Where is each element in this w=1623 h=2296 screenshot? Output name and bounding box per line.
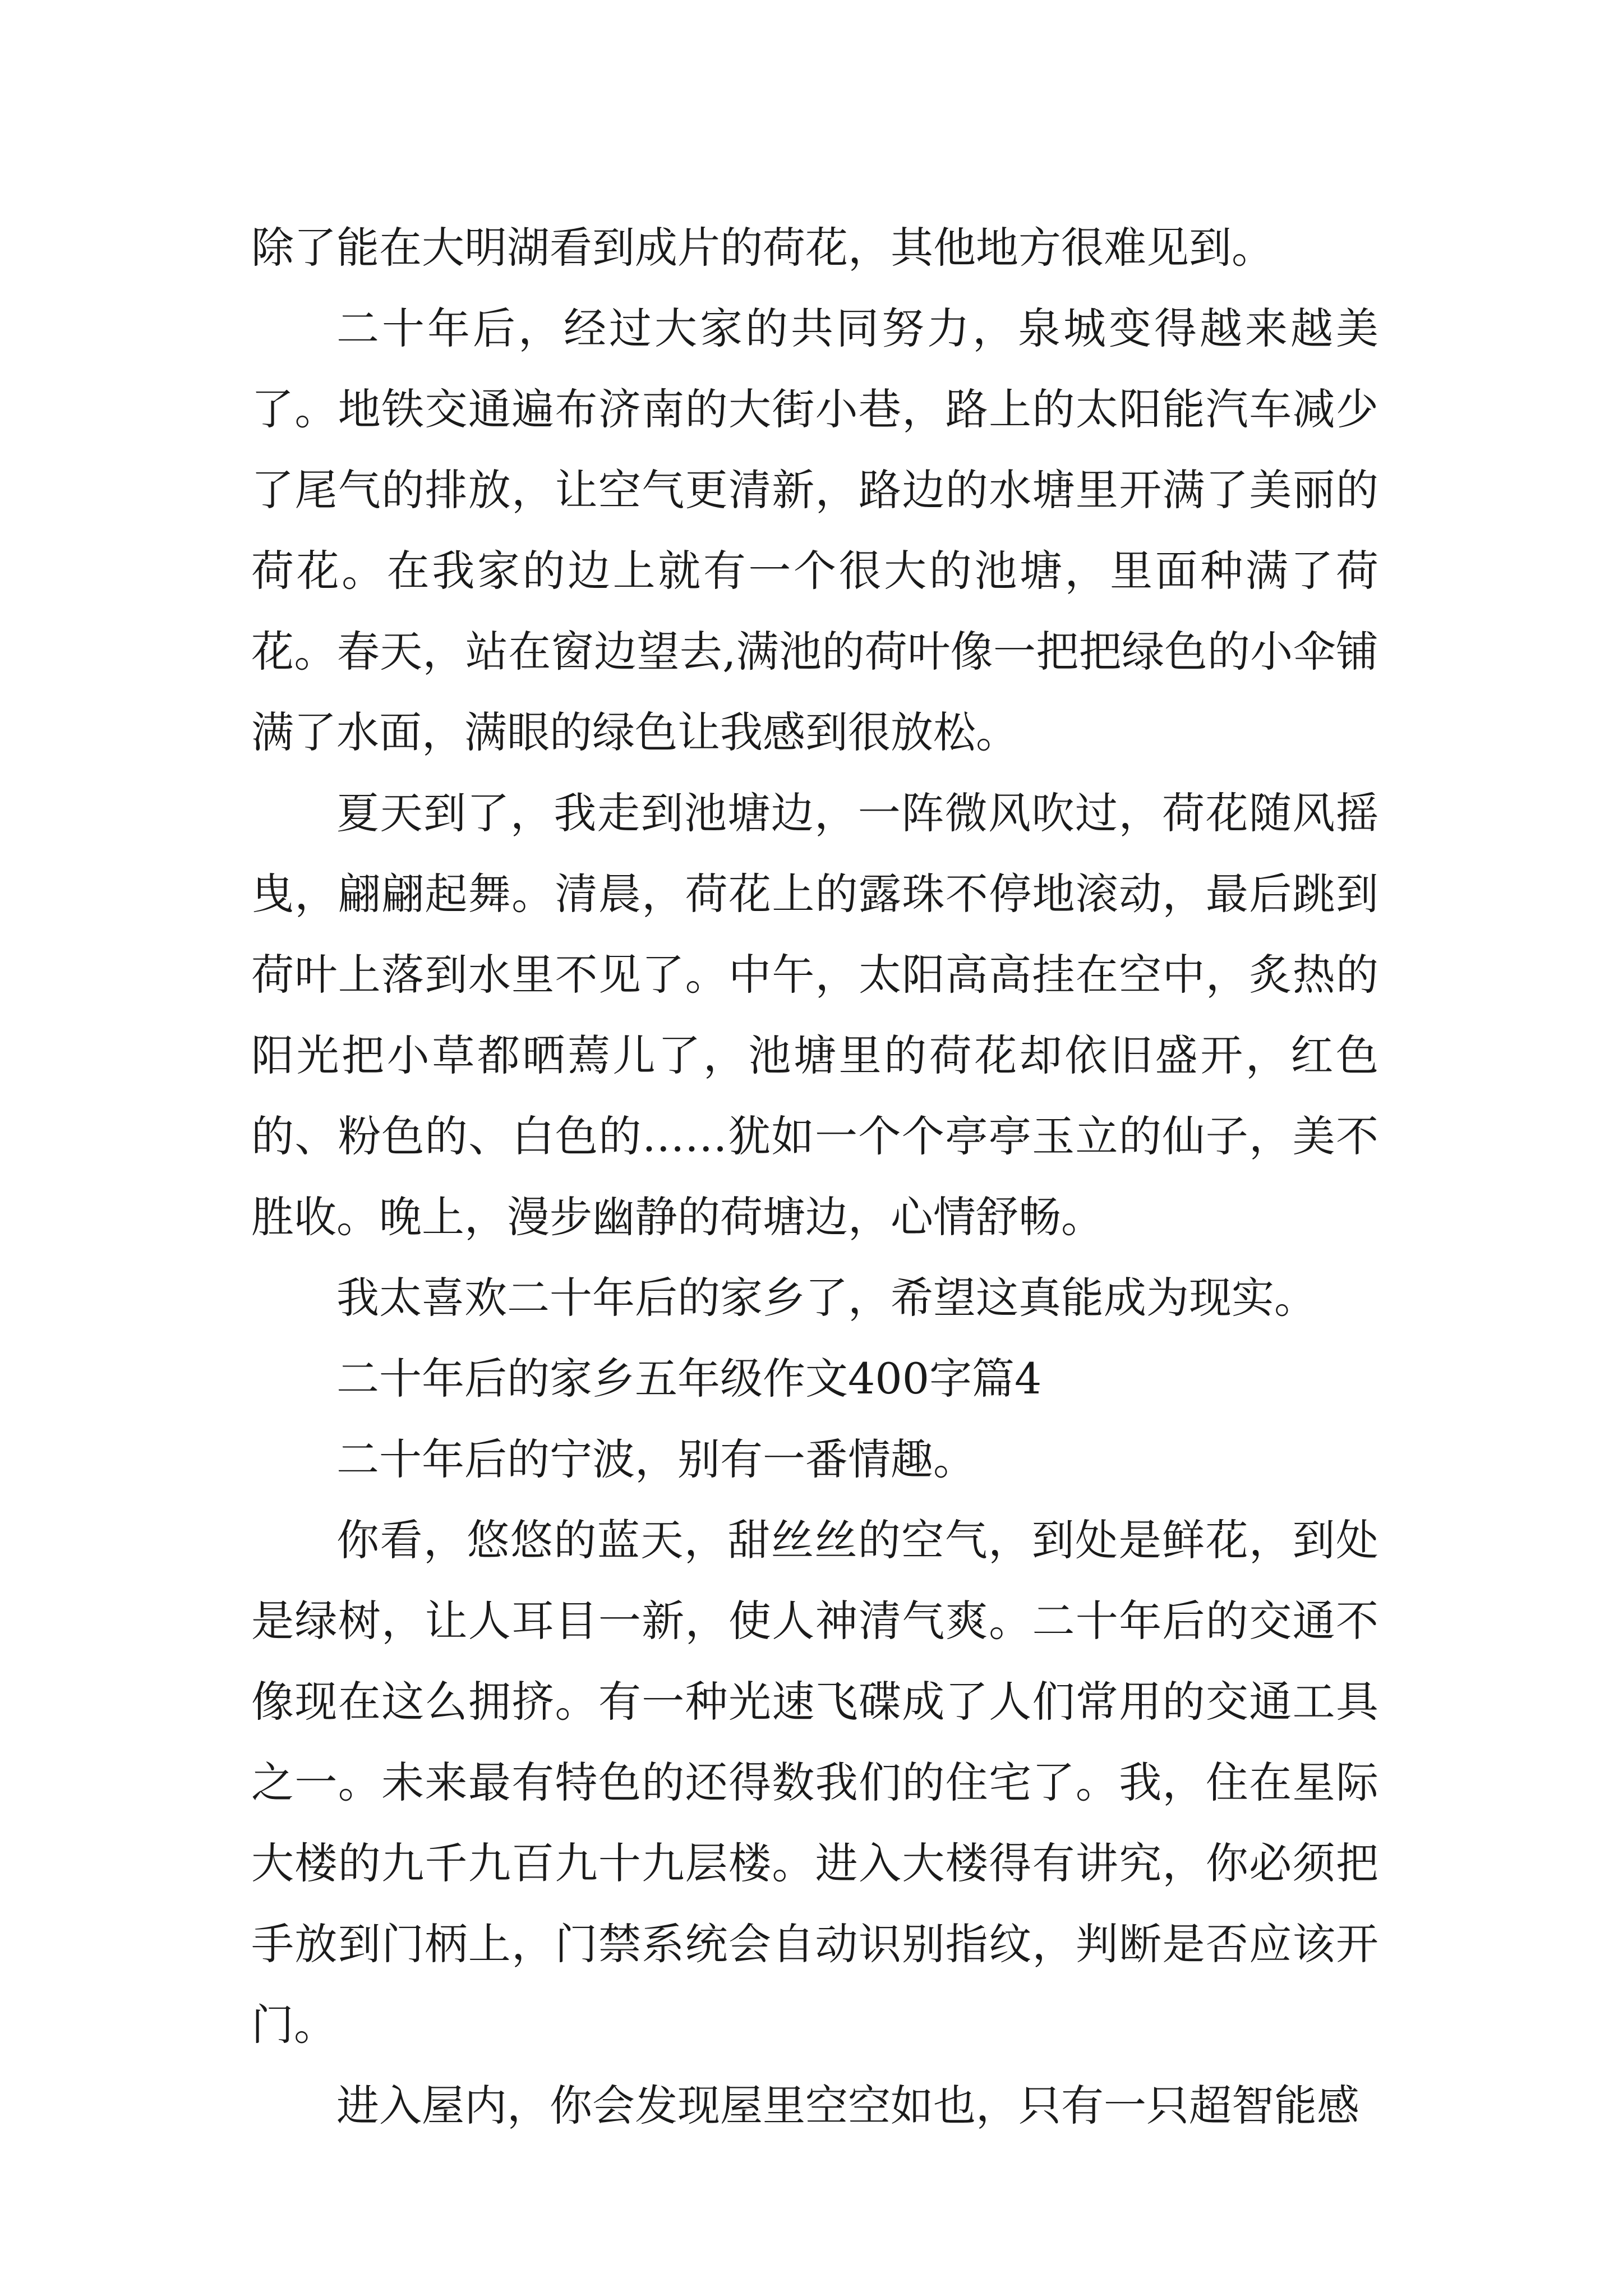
paragraph-4: 我太喜欢二十年后的家乡了，希望这真能成为现实。 bbox=[336, 1273, 1317, 1323]
paragraph-1: 除了能在大明湖看到成片的荷花，其他地方很难见到。 bbox=[251, 223, 1274, 273]
paragraph-6: 你看，悠悠的蓝天，甜丝丝的空气，到处是鲜花，到处是绿树，让人耳目一新，使人神清气爽。二十年后的交通不像现在这么拥挤。有一种光速飞碟成了人们常用的交通工具之一。未来最有特色的还得数我们的住宅了。我，住在星际大楼的九千九百九十九层楼。进入大楼得有讲究，你必须把手放到门柄上，门禁系统会自动识别指纹，判断是否应该开门。 bbox=[251, 1515, 1378, 2050]
paragraph-5: 二十年后的宁波，别有一番情趣。 bbox=[336, 1434, 976, 1484]
article-body bbox=[251, 208, 1378, 2146]
paragraph-2: 二十年后，经过大家的共同努力，泉城变得越来越美了。地铁交通遍布济南的大街小巷，路上的太阳能汽车减少了尾气的排放，让空气更清新，路边的水塘里开满了美丽的荷花。在我家的边上就有一个很大的池塘，里面种满了荷花。春天，站在窗边望去,满池的荷叶像一把把绿色的小伞铺满了水面，满眼的绿色让我感到很放松。 bbox=[251, 303, 1378, 757]
paragraph-7: 进入屋内，你会发现屋里空空如也，只有一只超智能感 bbox=[336, 2081, 1359, 2131]
section-heading: 二十年后的家乡五年级作文400字篇4 bbox=[336, 1354, 1042, 1404]
paragraph-3: 夏天到了，我走到池塘边，一阵微风吹过，荷花随风摇曳，翩翩起舞。清晨，荷花上的露珠不停地滚动，最后跳到荷叶上落到水里不见了。中午，太阳高高挂在空中，炙热的阳光把小草都晒蔫儿了，池塘里的荷花却依旧盛开，红色的、粉色的、白色的……犹如一个个亭亭玉立的仙子，美不胜收。晚上，漫步幽静的荷塘边，心情舒畅。 bbox=[251, 788, 1378, 1242]
